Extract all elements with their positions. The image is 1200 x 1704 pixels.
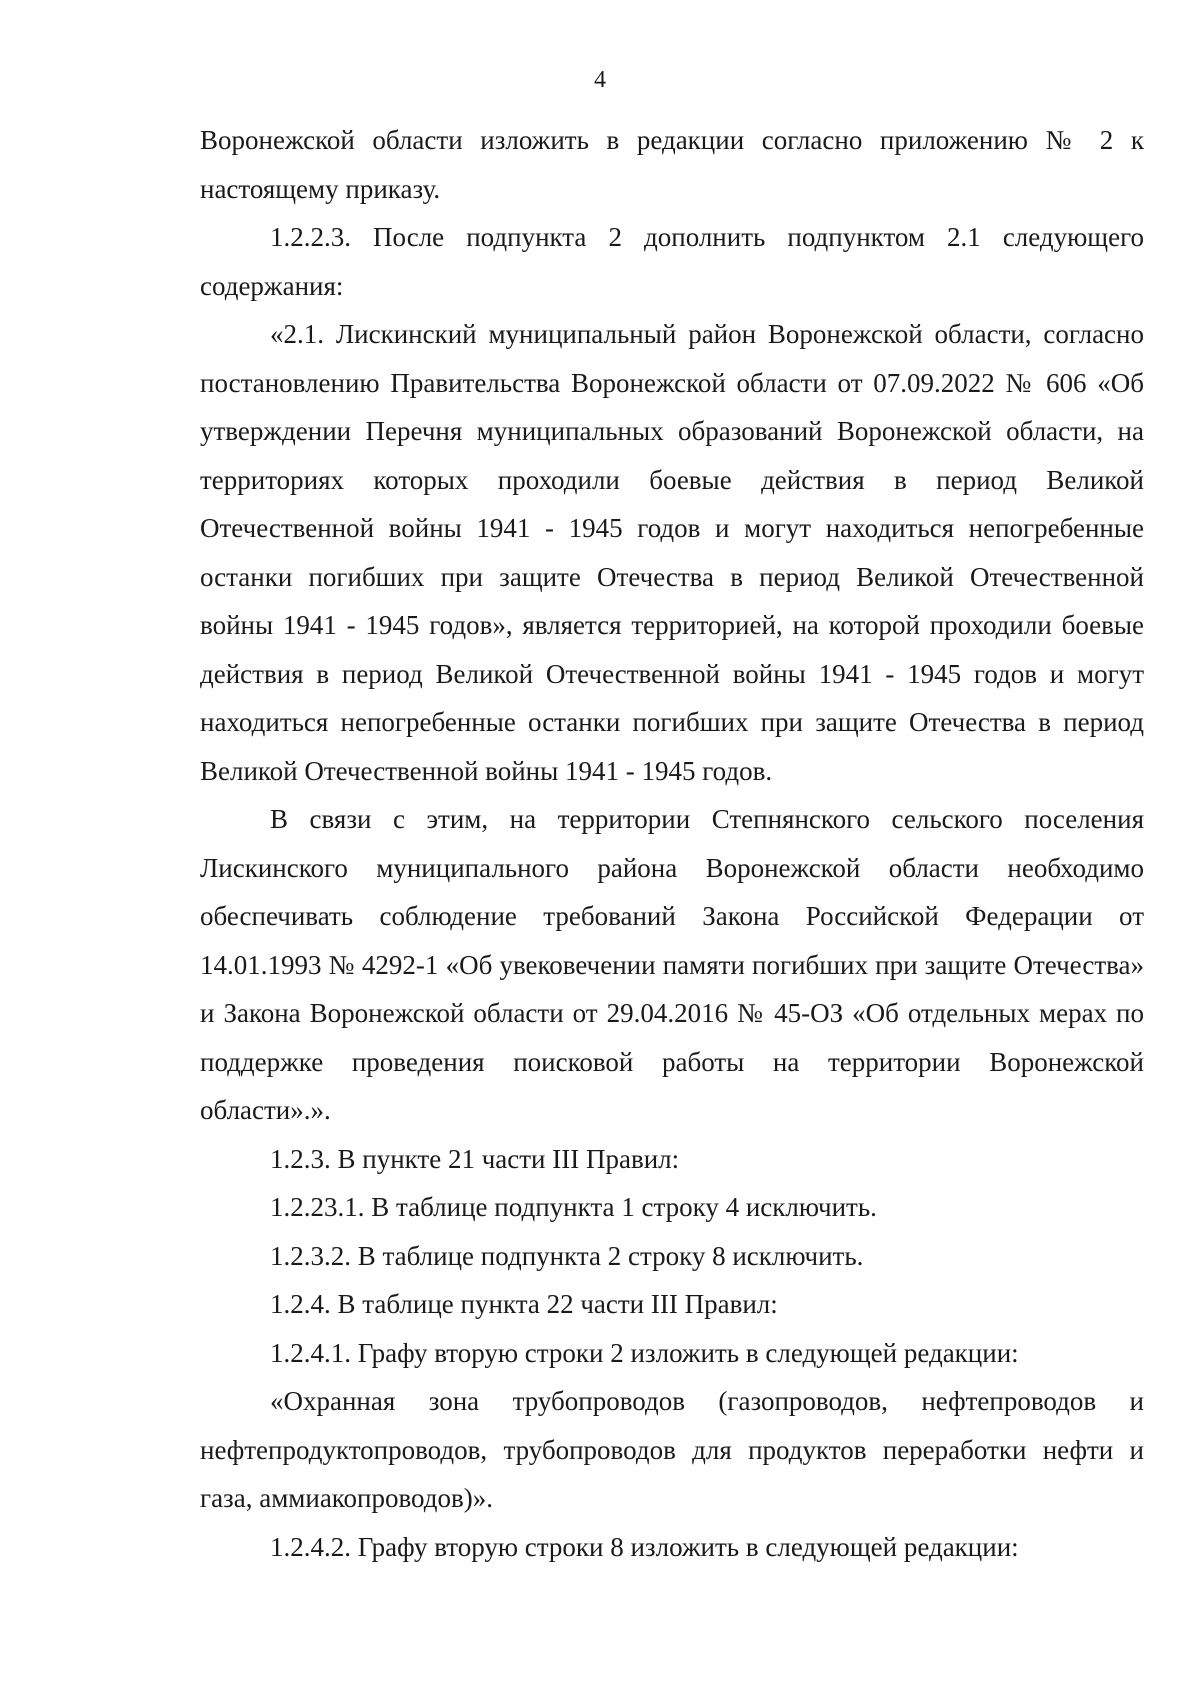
paragraph-1-2-3-2: 1.2.3.2. В таблице подпункта 2 строку 8 исключить.: [270, 1240, 864, 1271]
paragraph-continuation: Воронежской области изложить в редакции согласно приложению № 2 к настоящему приказу.: [200, 125, 1144, 204]
paragraph-1-2-4: 1.2.4. В таблице пункта 22 части III Правил:: [270, 1289, 778, 1319]
document-body: [200, 116, 1144, 1571]
paragraph-1-2-4-1: 1.2.4.1. Графу вторую строки 2 изложить в следующей редакции:: [270, 1337, 1019, 1368]
page-number: 4: [594, 67, 606, 93]
paragraph-1-2-3: 1.2.3. В пункте 21 части III Правил:: [270, 1143, 680, 1174]
paragraph-1-2-4-2: 1.2.4.2. Графу вторую строки 8 изложить в следующей редакции:: [270, 1531, 1019, 1562]
paragraph-1-2-2-3: 1.2.2.3. После подпункта 2 дополнить подпунктом 2.1 следующего содержания:: [200, 222, 1144, 301]
paragraph-protected-zone-quote: «Охранная зона трубопроводов (газопроводов, нефтепроводов и нефтепродуктопроводов, трубопроводов для продуктов переработки нефти и газа, аммиакопроводов)».: [200, 1386, 1144, 1513]
paragraph-in-connection: В связи с этим, на территории Степнянского сельского поселения Лискинского муниципального района Воронежской области необходимо обеспечивать соблюдение требований Закона Российской Федерации от 14.01.1993 № 4292-1 «Об увековечении памяти погибших при защите Отечества» и Закона Воронежской области от 29.04.2016 № 45-ОЗ «Об отдельных мерах по поддержке проведения поисковой работы на территории Воронежской области».».: [200, 804, 1144, 1125]
paragraph-quote-2-1: «2.1. Лискинский муниципальный район Воронежской области, согласно постановлению Правительства Воронежской области от 07.09.2022 № 606 «Об утверждении Перечня муниципальных образований Воронежской области, на территориях которых проходили боевые действия в период Великой Отечественной войны 1941 - 1945 годов и могут находиться непогребенные останки погибших при защите Отечества в период Великой Отечественной войны 1941 - 1945 годов», является территорией, на которой проходили боевые действия в период Великой Отечественной войны 1941 - 1945 годов и могут находиться непогребенные останки погибших при защите Отечества в период Великой Отечественной войны 1941 - 1945 годов.: [200, 319, 1144, 786]
paragraph-1-2-23-1: 1.2.23.1. В таблице подпункта 1 строку 4 исключить.: [270, 1192, 877, 1222]
